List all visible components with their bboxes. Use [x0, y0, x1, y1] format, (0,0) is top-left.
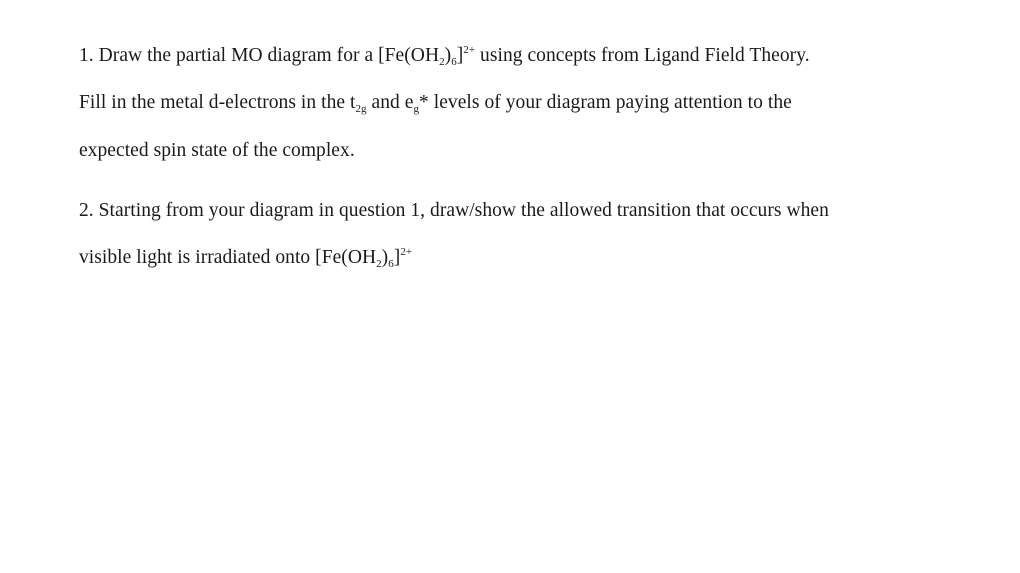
q2-line2-sub-6: 6	[388, 258, 394, 270]
q2-line2-lead: visible light is irradiated onto [Fe(OH	[79, 247, 377, 268]
q1-line1-sub-2: 2	[439, 56, 445, 68]
question-1-line-2	[79, 91, 792, 115]
q1-line1-lead: 1. Draw the partial MO diagram for a [Fe(OH	[79, 45, 440, 66]
q1-line2-lead: Fill in the metal d-electrons in the t	[79, 92, 356, 113]
q2-line2-sub-2: 2	[376, 258, 382, 270]
q1-line1-charge: 2+	[463, 44, 476, 56]
question-1-line-1	[79, 44, 810, 68]
question-2-line-1: 2. Starting from your diagram in question 1, draw/show the allowed transition that occurs when	[79, 200, 829, 221]
q1-line2-mid: and e	[366, 92, 414, 113]
q2-line2-charge: 2+	[400, 246, 413, 258]
q1-line2-t2g-sub: 2g	[355, 103, 367, 115]
q1-line1-tail: using concepts from Ligand Field Theory.	[475, 45, 810, 66]
q2-line2-mid: )	[381, 247, 389, 268]
q1-line1-mid: )	[444, 45, 452, 66]
q1-line1-sub-6: 6	[451, 56, 457, 68]
q1-line2-tail: * levels of your diagram paying attention to the	[419, 92, 792, 113]
q2-line2-close: ]	[393, 247, 401, 268]
question-1-line-3: expected spin state of the complex.	[79, 140, 355, 161]
question-2-line-2	[79, 246, 412, 270]
q1-line2-eg-sub: g	[413, 103, 420, 115]
q1-line1-close: ]	[456, 45, 464, 66]
